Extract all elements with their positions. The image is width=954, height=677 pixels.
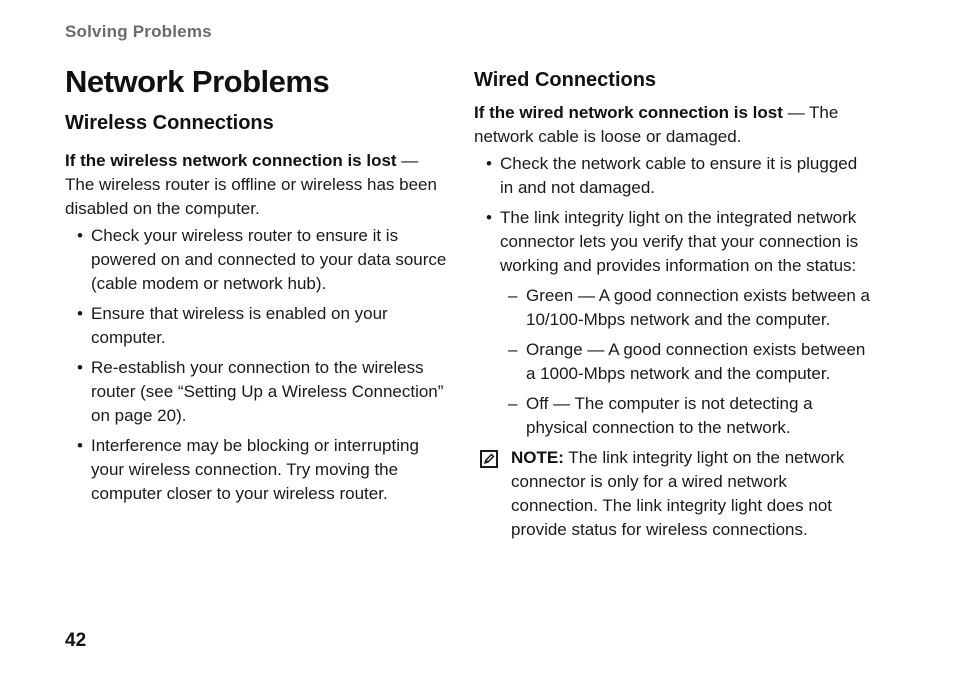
wireless-section bbox=[65, 110, 450, 512]
wireless-lead bbox=[65, 149, 450, 221]
note-box bbox=[474, 446, 874, 542]
section-header: Solving Problems bbox=[65, 22, 212, 41]
wired-heading: Wired Connections bbox=[474, 69, 657, 91]
note-label: NOTE: bbox=[511, 448, 564, 467]
wired-section bbox=[474, 67, 874, 542]
status-list bbox=[500, 284, 874, 440]
list-item: • Check the network cable to ensure it is plugged in and not damaged. bbox=[474, 152, 874, 200]
note-text bbox=[511, 446, 874, 542]
status-item-off: – Off — The computer is not detecting a physical connection to the network. bbox=[500, 392, 874, 440]
note-body: The link integrity light on the network connector is only for a wired network connection. The link integrity light does not provide status for wireless connections. bbox=[511, 448, 845, 539]
list-item: • Check your wireless router to ensure it is powered on and connected to your data source (cable modem or network hub). bbox=[65, 224, 450, 296]
pencil-note-icon bbox=[480, 450, 498, 468]
list-item: • Re-establish your connection to the wireless router (see “Setting Up a Wireless Connection” on page 20). bbox=[65, 356, 450, 428]
wired-lead-text: — The network cable is loose or damaged. bbox=[474, 103, 839, 146]
wireless-lead-text: — The wireless router is offline or wireless has been disabled on the computer. bbox=[65, 151, 437, 218]
list-item: • Interference may be blocking or interrupting your wireless connection. Try moving the computer closer to your wireless router. bbox=[65, 434, 450, 506]
status-item-orange: – Orange — A good connection exists between a 1000-Mbps network and the computer. bbox=[500, 338, 874, 386]
list-item: • Ensure that wireless is enabled on your computer. bbox=[65, 302, 450, 350]
wireless-bullet-list bbox=[65, 224, 450, 506]
wireless-heading: Wireless Connections bbox=[65, 112, 274, 134]
wired-lead bbox=[474, 101, 874, 149]
page-number: 42 bbox=[65, 630, 87, 651]
page-title: Network Problems bbox=[65, 64, 330, 99]
wired-lead-bold: If the wired network connection is lost bbox=[474, 103, 783, 122]
list-item bbox=[474, 206, 874, 440]
wireless-lead-bold: If the wireless network connection is lost bbox=[65, 151, 397, 170]
status-item-green: – Green — A good connection exists between a 10/100-Mbps network and the computer. bbox=[500, 284, 874, 332]
wired-bullet-list bbox=[474, 152, 874, 440]
list-item-text: The link integrity light on the integrated network connector lets you verify that your connection is working and provides information on the status: bbox=[500, 208, 859, 275]
